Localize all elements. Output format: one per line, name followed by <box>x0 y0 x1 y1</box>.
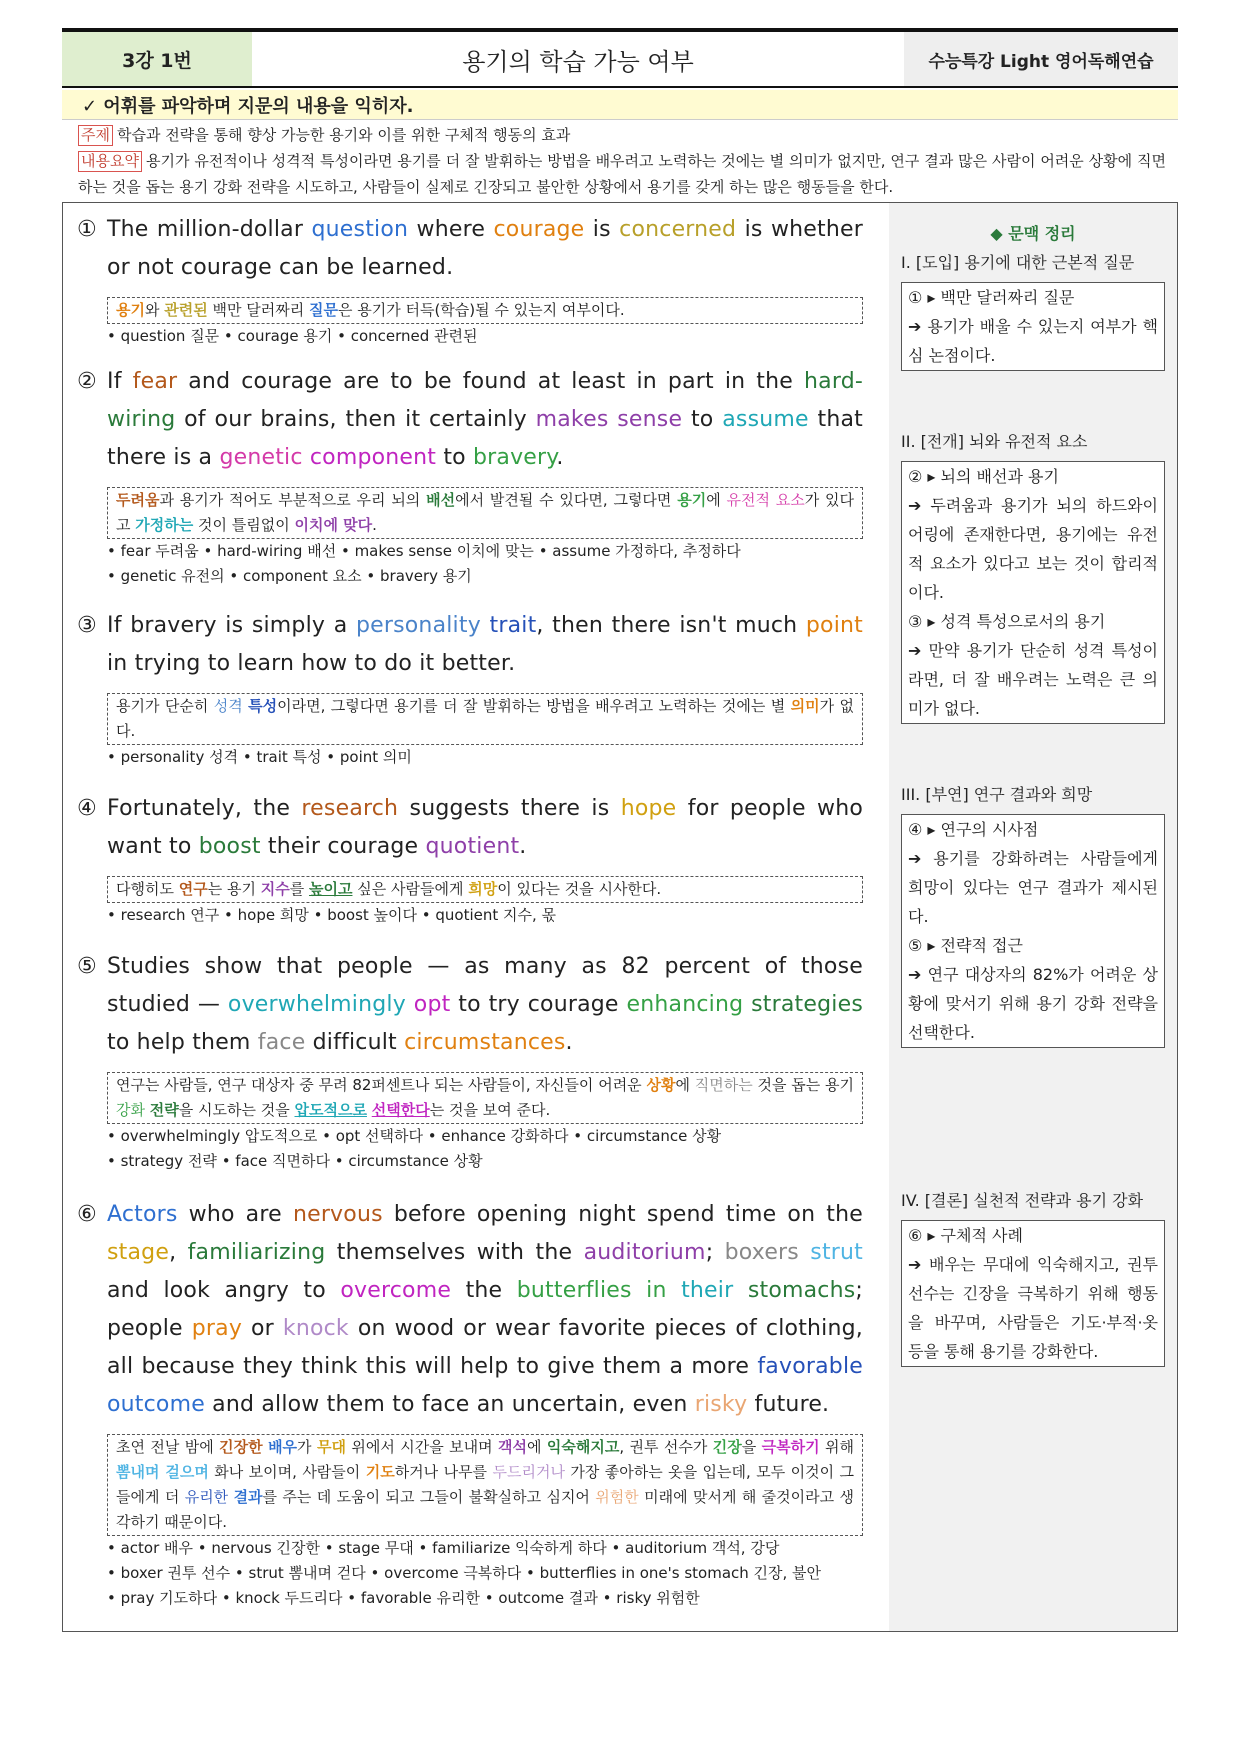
sentence-number: ③ <box>77 613 97 638</box>
english-word: nervous <box>292 1202 383 1227</box>
korean-word: 위해 <box>819 1438 855 1456</box>
vocab-line: • actor 배우 • nervous 긴장한 • stage 무대 • familiarize 익숙하게 하다 • auditorium 객석, 강당 <box>107 1539 780 1557</box>
korean-word: 위에서 시간을 보내며 <box>345 1438 498 1456</box>
section-box <box>901 1220 1165 1367</box>
korean-translation <box>107 1434 863 1536</box>
korean-word: 극복하기 <box>761 1438 820 1456</box>
korean-word: 을 시도하는 것을 <box>178 1101 295 1119</box>
english-word: that there is a <box>107 407 864 470</box>
vocab-line: • question 질문 • courage 용기 • concerned 관련된 <box>107 327 478 345</box>
korean-word: 유전적 요소 <box>726 491 805 509</box>
box-line: ① ▸ 백만 달러짜리 질문 <box>908 288 1075 307</box>
english-word: genetic <box>219 445 303 470</box>
english-word: Fortunately, the <box>107 796 302 821</box>
box-line: ➔ 연구 대상자의 82%가 어려운 상황에 맞서기 위해 용기 강화 전략을 선택한다. <box>908 965 1158 1042</box>
english-text <box>107 1196 863 1424</box>
korean-word: 초연 전날 밤에 <box>116 1438 220 1456</box>
korean-word: 전략 <box>149 1101 179 1119</box>
english-sentence <box>77 211 863 287</box>
english-text <box>107 790 863 866</box>
korean-word: 와 <box>144 301 165 319</box>
korean-word: 용기 <box>677 491 707 509</box>
english-word: outcome <box>107 1392 205 1417</box>
sidebar-title: ◆ 문맥 정리 <box>990 224 1076 243</box>
korean-word: 것이 틀림없이 <box>193 516 295 534</box>
series-name: 수능특강 Light 영어독해연습 <box>904 32 1178 86</box>
box-line: ⑥ ▸ 구체적 사례 <box>908 1226 1023 1245</box>
english-word <box>481 613 490 638</box>
sentence-number: ① <box>77 217 97 242</box>
korean-word: 에 <box>675 1076 695 1094</box>
english-word: Studies show that people — as many as 82 percent of those studied — <box>107 954 863 1017</box>
sentence-number: ⑤ <box>77 954 97 979</box>
sentence-block <box>77 948 863 1196</box>
english-word: Actors <box>107 1202 178 1227</box>
context-sidebar <box>889 203 1177 1631</box>
english-word: . <box>556 445 564 470</box>
english-word: makes sense <box>535 407 683 432</box>
korean-word: 화나 보이며, 사람들이 <box>208 1463 366 1481</box>
box-line: ③ ▸ 성격 특성으로서의 용기 <box>908 612 1106 631</box>
page-title: 용기의 학습 가능 여부 <box>462 47 694 76</box>
korean-word: 이 있다는 것을 시사한다. <box>497 880 662 898</box>
english-word: opt <box>413 992 451 1017</box>
english-word: strut <box>810 1240 863 1265</box>
korean-word: 긴장 <box>712 1438 742 1456</box>
english-word: hard-wiring <box>107 369 864 432</box>
english-word: the <box>451 1278 517 1303</box>
korean-word: 익숙해지고 <box>546 1438 620 1456</box>
english-sentence <box>77 363 863 477</box>
english-word: quotient <box>425 834 520 859</box>
korean-word: 을 <box>741 1438 762 1456</box>
sentence-number: ⑥ <box>77 1202 97 1227</box>
english-word: to <box>682 407 723 432</box>
topic-tag: 주제 <box>78 125 113 146</box>
header <box>62 32 1178 88</box>
spacer <box>77 928 863 948</box>
english-word: their <box>681 1278 734 1303</box>
korean-word: 싶은 사람들에게 <box>352 880 469 898</box>
vocab-line: • strategy 전략 • face 직면하다 • circumstance 상황 <box>107 1152 483 1170</box>
english-word: to help them <box>107 1030 258 1055</box>
korean-word: 지수 <box>260 880 290 898</box>
english-word: for people who want to <box>107 796 864 859</box>
english-word: themselves with the <box>325 1240 584 1265</box>
korean-word: 이치에 맞다 <box>294 516 373 534</box>
korean-word: 뽐내며 걸으며 <box>116 1463 209 1481</box>
korean-word: . <box>372 516 377 534</box>
english-word: to try courage <box>450 992 627 1017</box>
english-word: is whether or not courage can be learned. <box>107 217 863 280</box>
english-text <box>107 211 863 287</box>
english-word: courage <box>493 217 585 242</box>
english-word: . <box>565 1030 573 1055</box>
korean-word: 를 <box>289 880 309 898</box>
korean-word: 이라면, 그렇다면 용기를 더 잘 발휘하는 방법을 배우려고 노력하는 것에는 별 <box>277 697 791 715</box>
korean-word: 미래에 맞서게 해 줄것이라고 생각하기 때문이다. <box>116 1488 854 1531</box>
english-word: If bravery is simply a <box>107 613 356 638</box>
sidebar-section <box>901 782 1165 1048</box>
box-line: ➔ 두려움과 용기가 뇌의 하드와이어링에 존재한다면, 용기에는 유전적 요소가 있다고 보는 것이 합리적이다. <box>908 496 1158 602</box>
sentence-block <box>77 363 863 607</box>
box-line: ⑤ ▸ 전략적 접근 <box>908 936 1023 955</box>
english-word: stomachs <box>747 1278 856 1303</box>
english-word: to <box>436 445 473 470</box>
english-word: hope <box>620 796 677 821</box>
korean-word: 의미 <box>790 697 820 715</box>
english-word: before opening night spend time on the <box>382 1202 863 1227</box>
english-word: enhancing <box>626 992 744 1017</box>
sidebar-section <box>901 429 1165 724</box>
korean-word: 다행히도 <box>116 880 179 898</box>
english-word: face <box>257 1030 306 1055</box>
sidebar-section <box>901 1188 1165 1367</box>
english-word: difficult <box>305 1030 405 1055</box>
english-word: favorable <box>757 1354 863 1379</box>
sentence-number: ② <box>77 369 97 394</box>
topic-line <box>78 122 1166 148</box>
korean-word: 것을 돕는 용기 <box>752 1076 855 1094</box>
korean-translation <box>107 876 863 903</box>
english-word: component <box>309 445 437 470</box>
english-word: strategies <box>751 992 863 1017</box>
topic-text: 학습과 전략을 통해 향상 가능한 용기와 이를 위한 구체적 행동의 효과 <box>116 126 571 144</box>
korean-word: 백만 달러짜리 <box>207 301 309 319</box>
korean-translation <box>107 297 863 324</box>
korean-word: 질문 <box>308 301 338 319</box>
english-word: where <box>408 217 494 242</box>
vocab-line: • fear 두려움 • hard-wiring 배선 • makes sense 이치에 맞는 • assume 가정하다, 추정하다 <box>107 542 741 560</box>
english-word: , then there isn't much <box>536 613 806 638</box>
korean-word: 배우 <box>268 1438 298 1456</box>
sentence-block <box>77 211 863 363</box>
korean-word: 강화 <box>116 1101 145 1119</box>
english-word: or <box>242 1316 283 1341</box>
korean-word: 압도적으로 <box>294 1101 367 1119</box>
english-word: in trying to learn how to do it better. <box>107 651 516 676</box>
vocab-line: • personality 성격 • trait 특성 • point 의미 <box>107 748 412 766</box>
korean-word: 는 것을 보여 준다. <box>429 1101 551 1119</box>
korean-word: 를 주는 데 도움이 되고 그들이 불확실하고 심지어 <box>262 1488 596 1506</box>
korean-word: 두려움 <box>116 491 160 509</box>
korean-word: 가 <box>297 1438 317 1456</box>
summary <box>62 120 1178 203</box>
korean-word: 용기가 단순히 <box>116 697 214 715</box>
korean-word: 관련된 <box>164 301 208 319</box>
korean-word: 가장 좋아하는 옷을 입는데, 모두 이것이 그들에게 더 <box>116 1463 854 1506</box>
korean-word: 긴장한 <box>219 1438 263 1456</box>
english-text <box>107 607 863 683</box>
content-area <box>62 203 1178 1632</box>
section-box <box>901 282 1165 371</box>
lesson-number: 3강 1번 <box>62 32 252 86</box>
english-text <box>107 363 863 477</box>
english-word <box>733 1278 747 1303</box>
section-heading: I. [도입] 용기에 대한 근본적 질문 <box>901 253 1135 272</box>
spacer <box>77 589 863 607</box>
english-sentence <box>77 948 863 1062</box>
english-word: bravery <box>473 445 557 470</box>
english-sentence <box>77 790 863 866</box>
korean-word: 두드리거나 <box>492 1463 565 1481</box>
english-word: personality <box>355 613 481 638</box>
vocab-line: • overwhelmingly 압도적으로 • opt 선택하다 • enhance 강화하다 • circumstance 상황 <box>107 1127 722 1145</box>
sidebar-section <box>901 250 1165 371</box>
spacer <box>77 349 863 363</box>
section-box <box>901 814 1165 1048</box>
korean-word: 직면하는 <box>694 1076 753 1094</box>
spacer <box>77 770 863 790</box>
passage-column <box>63 203 889 1631</box>
english-word: circumstances <box>404 1030 566 1055</box>
english-word: their courage <box>260 834 426 859</box>
korean-word: 결과 <box>233 1488 263 1506</box>
english-word: The million-dollar <box>107 217 312 242</box>
english-word: If <box>107 369 133 394</box>
english-word: assume <box>722 407 809 432</box>
korean-word: 에서 발견될 수 있다면, 그렇다면 <box>455 491 678 509</box>
vocab-line: • research 연구 • hope 희망 • boost 높이다 • quotient 지수, 몫 <box>107 906 557 924</box>
sentence-block <box>77 607 863 790</box>
english-word: and look angry to <box>107 1278 341 1303</box>
content-line <box>78 148 1166 200</box>
korean-word: 희망 <box>468 880 498 898</box>
box-line: ④ ▸ 연구의 시사점 <box>908 820 1039 839</box>
section-heading: III. [부연] 연구 결과와 희망 <box>901 785 1093 804</box>
english-word: concerned <box>619 217 737 242</box>
english-word <box>667 1278 681 1303</box>
sentence-number: ④ <box>77 796 97 821</box>
worksheet-page <box>62 28 1178 1632</box>
box-line: ➔ 만약 용기가 단순히 성격 특성이라면, 더 잘 배우려는 노력은 큰 의미가 없다. <box>908 641 1158 718</box>
korean-translation <box>107 1072 863 1124</box>
english-word: overwhelmingly <box>227 992 406 1017</box>
korean-word: 가 없다. <box>116 697 854 740</box>
english-word: boxers <box>724 1240 799 1265</box>
english-word: boost <box>198 834 261 859</box>
korean-word: 무대 <box>316 1438 346 1456</box>
korean-translation <box>107 487 863 539</box>
content-tag: 내용요약 <box>78 151 142 172</box>
english-word: question <box>311 217 409 242</box>
english-word: suggests there is <box>398 796 621 821</box>
korean-translation <box>107 693 863 745</box>
english-word <box>406 992 414 1017</box>
section-heading: IV. [결론] 실천적 전략과 용기 강화 <box>901 1191 1144 1210</box>
box-line: ➔ 배우는 무대에 익숙해지고, 권투 선수는 긴장을 극복하기 위해 행동을 바꾸며, 사람들은 기도·부적·옷 등을 통해 용기를 강화한다. <box>908 1255 1158 1361</box>
english-word <box>743 992 751 1017</box>
english-word <box>799 1240 810 1265</box>
korean-word: 높이고 <box>308 880 353 898</box>
english-word: and courage are to be found at least in part in the <box>177 369 805 394</box>
english-word: who are <box>177 1202 293 1227</box>
korean-word: 상황 <box>646 1076 676 1094</box>
korean-word: 용기 <box>116 301 145 319</box>
content-text: 용기가 유전적이나 성격적 특성이라면 용기를 더 잘 발휘하는 방법을 배우려고 노력하는 것에는 별 의미가 없지만, 연구 결과 많은 사람이 어려운 상황에 직면하는 것을 돕는 용기 강화 전략을 시도하고, 사람들이 실제로 긴장되고 불안한 상황에서 용기를 갖게 하는 많은 행동들을 한다. <box>78 152 1166 196</box>
english-word: ; people <box>107 1278 864 1341</box>
box-line: ➔ 용기를 강화하려는 사람들에게 희망이 있다는 연구 결과가 제시된다. <box>908 849 1158 926</box>
english-word: familiarizing <box>187 1240 326 1265</box>
english-word: ; <box>705 1240 725 1265</box>
korean-word: 성격 <box>213 697 243 715</box>
section-heading: II. [전개] 뇌와 유전적 요소 <box>901 432 1088 451</box>
korean-word: 선택한다 <box>371 1101 430 1119</box>
english-word: is <box>584 217 620 242</box>
korean-word: 기도 <box>365 1463 395 1481</box>
vocab-line: • genetic 유전의 • component 요소 • bravery 용기 <box>107 567 472 585</box>
english-word: knock <box>282 1316 349 1341</box>
spacer <box>77 1174 863 1196</box>
english-word <box>303 445 310 470</box>
section-box <box>901 461 1165 724</box>
korean-word: 객석 <box>497 1438 527 1456</box>
english-word: . <box>519 834 527 859</box>
english-word: stage <box>107 1240 170 1265</box>
english-word: , <box>169 1240 188 1265</box>
english-word: point <box>805 613 863 638</box>
english-word: trait <box>489 613 537 638</box>
korean-word: 는 용기 <box>207 880 261 898</box>
english-word: fear <box>132 369 178 394</box>
korean-word: 에 <box>706 491 727 509</box>
english-text <box>107 948 863 1062</box>
korean-word: 연구는 사람들, 연구 대상자 중 무려 82퍼센트나 되는 사람들이, 자신들이 어려운 <box>116 1076 647 1094</box>
sentence-block <box>77 790 863 948</box>
korean-word: 연구 <box>178 880 208 898</box>
korean-word: 에 <box>526 1438 547 1456</box>
korean-word: 위험한 <box>595 1488 639 1506</box>
box-line: ② ▸ 뇌의 배선과 용기 <box>908 467 1059 486</box>
sentence-block <box>77 1196 863 1611</box>
korean-word: 가 있다고 <box>116 491 855 534</box>
korean-word: 은 용기가 터득(학습)될 수 있는지 여부이다. <box>337 301 625 319</box>
instruction: ✓ 어휘를 파악하며 지문의 내용을 익히자. <box>62 90 1178 120</box>
english-word: and allow them to face an uncertain, even <box>204 1392 695 1417</box>
english-word: future. <box>747 1392 830 1417</box>
english-word: research <box>301 796 399 821</box>
english-word: butterflies in <box>516 1278 667 1303</box>
korean-word: 유리한 <box>184 1488 229 1506</box>
korean-word: 하거나 나무를 <box>394 1463 493 1481</box>
english-word: pray <box>191 1316 243 1341</box>
english-word: overcome <box>340 1278 452 1303</box>
english-word: risky <box>694 1392 748 1417</box>
english-word: on wood or wear favorite pieces of clothing, all because they think this will help to give them a more <box>107 1316 863 1379</box>
korean-word: 가정하는 <box>135 516 194 534</box>
korean-word: 특성 <box>248 697 278 715</box>
vocab-line: • pray 기도하다 • knock 두드리다 • favorable 유리한 • outcome 결과 • risky 위험한 <box>107 1589 700 1607</box>
box-line: ➔ 용기가 배울 수 있는지 여부가 핵심 논점이다. <box>908 317 1158 365</box>
korean-word: 배선 <box>426 491 456 509</box>
english-word: auditorium <box>583 1240 706 1265</box>
english-sentence <box>77 607 863 683</box>
korean-word: 과 용기가 적어도 부분적으로 우리 뇌의 <box>159 491 427 509</box>
vocab-line: • boxer 권투 선수 • strut 뽐내며 걷다 • overcome 극복하다 • butterflies in one's stomach 긴장, 불안 <box>107 1564 822 1582</box>
english-word: of our brains, then it certainly <box>175 407 536 432</box>
english-sentence <box>77 1196 863 1424</box>
korean-word: , 권투 선수가 <box>619 1438 713 1456</box>
